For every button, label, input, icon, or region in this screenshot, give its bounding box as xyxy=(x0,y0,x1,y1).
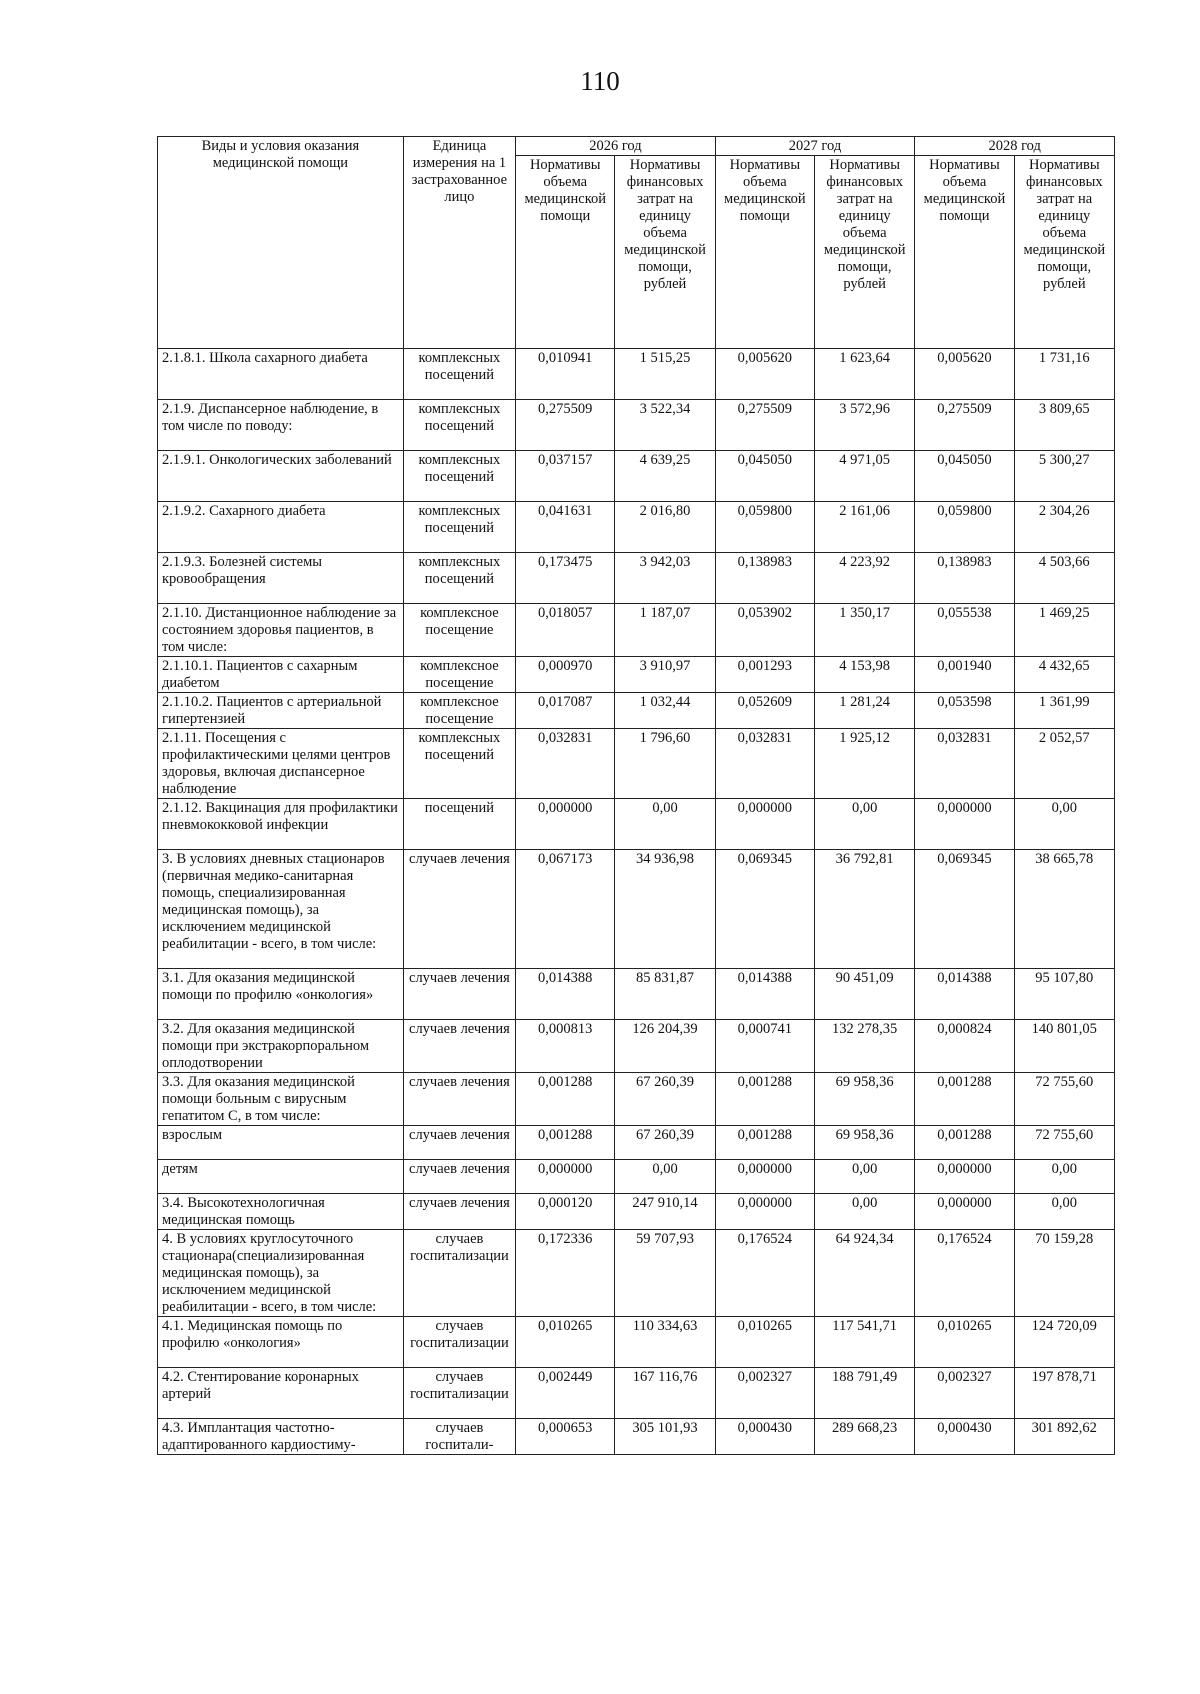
cell-volume-2028: 0,010265 xyxy=(915,1317,1014,1368)
table-row xyxy=(158,1073,1115,1126)
header-volume-2026: Нормативы объема медицинской помощи xyxy=(516,156,615,349)
cell-finance-2026: 34 936,98 xyxy=(615,850,715,969)
row-unit: случаев госпитали- xyxy=(403,1419,515,1455)
cell-finance-2026: 126 204,39 xyxy=(615,1020,715,1073)
table-row xyxy=(158,1419,1115,1455)
cell-finance-2027: 36 792,81 xyxy=(815,850,915,969)
cell-volume-2027: 0,010265 xyxy=(715,1317,814,1368)
cell-volume-2028: 0,000824 xyxy=(915,1020,1014,1073)
header-finance-2028: Нормативы финансовых затрат на единицу объема медицинской помощи, рублей xyxy=(1014,156,1114,349)
header-finance-2026: Нормативы финансовых затрат на единицу объема медицинской помощи, рублей xyxy=(615,156,715,349)
row-name: 2.1.9.3. Болезней системы кровообращения xyxy=(158,553,404,604)
cell-volume-2027: 0,001288 xyxy=(715,1073,814,1126)
table-row xyxy=(158,1194,1115,1230)
row-unit: комплексных посещений xyxy=(403,553,515,604)
cell-finance-2027: 3 572,96 xyxy=(815,400,915,451)
table-row xyxy=(158,400,1115,451)
row-unit: случаев лечения xyxy=(403,969,515,1020)
table-row xyxy=(158,657,1115,693)
cell-volume-2026: 0,000120 xyxy=(516,1194,615,1230)
cell-finance-2028: 2 304,26 xyxy=(1014,502,1114,553)
cell-volume-2027: 0,059800 xyxy=(715,502,814,553)
cell-finance-2027: 188 791,49 xyxy=(815,1368,915,1419)
cell-finance-2028: 4 432,65 xyxy=(1014,657,1114,693)
cell-volume-2026: 0,000813 xyxy=(516,1020,615,1073)
header-year-2026: 2026 год xyxy=(516,137,716,156)
header-year-2027: 2027 год xyxy=(715,137,915,156)
cell-volume-2027: 0,000000 xyxy=(715,799,814,850)
cell-finance-2027: 1 623,64 xyxy=(815,349,915,400)
cell-volume-2028: 0,000000 xyxy=(915,1160,1014,1194)
cell-finance-2026: 3 910,97 xyxy=(615,657,715,693)
cell-finance-2026: 3 522,34 xyxy=(615,400,715,451)
cell-volume-2027: 0,000741 xyxy=(715,1020,814,1073)
cell-finance-2027: 132 278,35 xyxy=(815,1020,915,1073)
cell-finance-2027: 117 541,71 xyxy=(815,1317,915,1368)
cell-volume-2028: 0,053598 xyxy=(915,693,1014,729)
cell-volume-2027: 0,176524 xyxy=(715,1230,814,1317)
cell-volume-2028: 0,059800 xyxy=(915,502,1014,553)
cell-volume-2027: 0,001293 xyxy=(715,657,814,693)
cell-finance-2027: 2 161,06 xyxy=(815,502,915,553)
row-unit: случаев госпитализации xyxy=(403,1317,515,1368)
header-kinds: Виды и условия оказания медицинской помощи xyxy=(158,137,404,349)
cell-volume-2027: 0,000000 xyxy=(715,1160,814,1194)
header-row-years xyxy=(158,137,1115,156)
row-name: 2.1.9. Диспансерное наблюдение, в том числе по поводу: xyxy=(158,400,404,451)
row-name: 2.1.11. Посещения с профилактическими целями центров здоровья, включая диспансерное наблюдение xyxy=(158,729,404,799)
cell-finance-2028: 5 300,27 xyxy=(1014,451,1114,502)
table-row xyxy=(158,693,1115,729)
cell-volume-2026: 0,037157 xyxy=(516,451,615,502)
row-unit: комплексных посещений xyxy=(403,451,515,502)
row-unit: комплексных посещений xyxy=(403,502,515,553)
cell-volume-2027: 0,001288 xyxy=(715,1126,814,1160)
cell-finance-2026: 110 334,63 xyxy=(615,1317,715,1368)
row-unit: посещений xyxy=(403,799,515,850)
cell-volume-2026: 0,002449 xyxy=(516,1368,615,1419)
cell-volume-2026: 0,018057 xyxy=(516,604,615,657)
cell-finance-2027: 0,00 xyxy=(815,799,915,850)
cell-finance-2026: 0,00 xyxy=(615,1160,715,1194)
cell-volume-2026: 0,014388 xyxy=(516,969,615,1020)
table-row xyxy=(158,349,1115,400)
table-row xyxy=(158,799,1115,850)
cell-volume-2026: 0,000970 xyxy=(516,657,615,693)
cell-volume-2026: 0,067173 xyxy=(516,850,615,969)
cell-finance-2027: 0,00 xyxy=(815,1194,915,1230)
cell-volume-2028: 0,000000 xyxy=(915,1194,1014,1230)
cell-volume-2027: 0,000000 xyxy=(715,1194,814,1230)
cell-volume-2027: 0,069345 xyxy=(715,850,814,969)
cell-finance-2028: 70 159,28 xyxy=(1014,1230,1114,1317)
row-name: 3.1. Для оказания медицинской помощи по профилю «онкология» xyxy=(158,969,404,1020)
cell-volume-2026: 0,010941 xyxy=(516,349,615,400)
cell-volume-2028: 0,000000 xyxy=(915,799,1014,850)
cell-volume-2028: 0,275509 xyxy=(915,400,1014,451)
table-row xyxy=(158,1160,1115,1194)
cell-volume-2028: 0,014388 xyxy=(915,969,1014,1020)
row-unit: комплексное посещение xyxy=(403,657,515,693)
row-name: 3. В условиях дневных стационаров (первичная медико-санитарная помощь, специализированная медицинская помощь), за исключением медицинской реабилитации - всего, в том числе: xyxy=(158,850,404,969)
cell-volume-2028: 0,001288 xyxy=(915,1126,1014,1160)
cell-volume-2028: 0,000430 xyxy=(915,1419,1014,1455)
cell-finance-2028: 72 755,60 xyxy=(1014,1126,1114,1160)
cell-finance-2026: 167 116,76 xyxy=(615,1368,715,1419)
row-unit: случаев лечения xyxy=(403,850,515,969)
cell-volume-2028: 0,001288 xyxy=(915,1073,1014,1126)
cell-volume-2027: 0,002327 xyxy=(715,1368,814,1419)
row-name: 4. В условиях круглосуточного стационара(специализированная медицинская помощь), за исключением медицинской реабилитации - всего, в том числе: xyxy=(158,1230,404,1317)
row-name: 4.3. Имплантация частотно-адаптированного кардиостиму- xyxy=(158,1419,404,1455)
table-row xyxy=(158,1126,1115,1160)
cell-finance-2028: 4 503,66 xyxy=(1014,553,1114,604)
row-name: 3.3. Для оказания медицинской помощи больным с вирусным гепатитом С, в том числе: xyxy=(158,1073,404,1126)
cell-finance-2026: 1 796,60 xyxy=(615,729,715,799)
table-row xyxy=(158,850,1115,969)
table-row xyxy=(158,729,1115,799)
cell-volume-2026: 0,001288 xyxy=(516,1126,615,1160)
cell-finance-2028: 1 731,16 xyxy=(1014,349,1114,400)
cell-volume-2026: 0,275509 xyxy=(516,400,615,451)
cell-volume-2026: 0,001288 xyxy=(516,1073,615,1126)
row-name: взрослым xyxy=(158,1126,404,1160)
table-row xyxy=(158,1317,1115,1368)
row-unit: случаев лечения xyxy=(403,1126,515,1160)
cell-finance-2027: 4 223,92 xyxy=(815,553,915,604)
cell-volume-2027: 0,275509 xyxy=(715,400,814,451)
row-name: 2.1.9.1. Онкологических заболеваний xyxy=(158,451,404,502)
cell-finance-2026: 59 707,93 xyxy=(615,1230,715,1317)
cell-finance-2026: 1 515,25 xyxy=(615,349,715,400)
cell-finance-2028: 38 665,78 xyxy=(1014,850,1114,969)
norms-table xyxy=(157,136,1115,1455)
table-row xyxy=(158,451,1115,502)
cell-finance-2027: 64 924,34 xyxy=(815,1230,915,1317)
header-unit: Единица измерения на 1 застрахованное лицо xyxy=(403,137,515,349)
row-unit: случаев лечения xyxy=(403,1073,515,1126)
row-unit: случаев лечения xyxy=(403,1194,515,1230)
header-year-2028: 2028 год xyxy=(915,137,1115,156)
row-unit: случаев госпитализации xyxy=(403,1368,515,1419)
row-unit: комплексное посещение xyxy=(403,604,515,657)
row-name: 2.1.12. Вакцинация для профилактики пневмококковой инфекции xyxy=(158,799,404,850)
cell-volume-2026: 0,010265 xyxy=(516,1317,615,1368)
cell-finance-2028: 0,00 xyxy=(1014,1160,1114,1194)
row-name: 2.1.8.1. Школа сахарного диабета xyxy=(158,349,404,400)
row-name: детям xyxy=(158,1160,404,1194)
table-row xyxy=(158,553,1115,604)
cell-volume-2028: 0,045050 xyxy=(915,451,1014,502)
cell-finance-2026: 2 016,80 xyxy=(615,502,715,553)
cell-finance-2028: 3 809,65 xyxy=(1014,400,1114,451)
cell-volume-2026: 0,173475 xyxy=(516,553,615,604)
cell-finance-2027: 4 153,98 xyxy=(815,657,915,693)
cell-volume-2027: 0,014388 xyxy=(715,969,814,1020)
row-name: 4.2. Стентирование коронарных артерий xyxy=(158,1368,404,1419)
row-name: 2.1.9.2. Сахарного диабета xyxy=(158,502,404,553)
cell-volume-2026: 0,000000 xyxy=(516,1160,615,1194)
cell-finance-2027: 289 668,23 xyxy=(815,1419,915,1455)
cell-finance-2028: 0,00 xyxy=(1014,799,1114,850)
cell-volume-2027: 0,000430 xyxy=(715,1419,814,1455)
row-unit: случаев лечения xyxy=(403,1020,515,1073)
cell-finance-2028: 301 892,62 xyxy=(1014,1419,1114,1455)
cell-volume-2028: 0,138983 xyxy=(915,553,1014,604)
table-row xyxy=(158,502,1115,553)
cell-finance-2027: 1 281,24 xyxy=(815,693,915,729)
cell-volume-2028: 0,176524 xyxy=(915,1230,1014,1317)
row-name: 2.1.10. Дистанционное наблюдение за состоянием здоровья пациентов, в том числе: xyxy=(158,604,404,657)
cell-volume-2027: 0,052609 xyxy=(715,693,814,729)
cell-volume-2028: 0,001940 xyxy=(915,657,1014,693)
cell-finance-2027: 0,00 xyxy=(815,1160,915,1194)
row-unit: комплексных посещений xyxy=(403,349,515,400)
cell-volume-2028: 0,005620 xyxy=(915,349,1014,400)
header-volume-2027: Нормативы объема медицинской помощи xyxy=(715,156,814,349)
cell-volume-2027: 0,138983 xyxy=(715,553,814,604)
cell-finance-2028: 1 361,99 xyxy=(1014,693,1114,729)
header-finance-2027: Нормативы финансовых затрат на единицу объема медицинской помощи, рублей xyxy=(815,156,915,349)
cell-finance-2028: 140 801,05 xyxy=(1014,1020,1114,1073)
cell-finance-2027: 1 350,17 xyxy=(815,604,915,657)
cell-finance-2026: 3 942,03 xyxy=(615,553,715,604)
cell-volume-2026: 0,000000 xyxy=(516,799,615,850)
cell-finance-2028: 1 469,25 xyxy=(1014,604,1114,657)
cell-finance-2027: 90 451,09 xyxy=(815,969,915,1020)
row-unit: комплексное посещение xyxy=(403,693,515,729)
cell-finance-2028: 197 878,71 xyxy=(1014,1368,1114,1419)
cell-volume-2026: 0,041631 xyxy=(516,502,615,553)
row-unit: случаев госпитализации xyxy=(403,1230,515,1317)
cell-finance-2026: 305 101,93 xyxy=(615,1419,715,1455)
cell-finance-2028: 72 755,60 xyxy=(1014,1073,1114,1126)
cell-volume-2027: 0,032831 xyxy=(715,729,814,799)
cell-finance-2028: 124 720,09 xyxy=(1014,1317,1114,1368)
cell-finance-2026: 67 260,39 xyxy=(615,1073,715,1126)
cell-finance-2028: 2 052,57 xyxy=(1014,729,1114,799)
row-name: 4.1. Медицинская помощь по профилю «онкология» xyxy=(158,1317,404,1368)
row-unit: комплексных посещений xyxy=(403,400,515,451)
cell-finance-2026: 67 260,39 xyxy=(615,1126,715,1160)
cell-finance-2028: 0,00 xyxy=(1014,1194,1114,1230)
cell-volume-2026: 0,017087 xyxy=(516,693,615,729)
cell-finance-2026: 1 032,44 xyxy=(615,693,715,729)
table-row xyxy=(158,1368,1115,1419)
row-unit: комплексных посещений xyxy=(403,729,515,799)
header-volume-2028: Нормативы объема медицинской помощи xyxy=(915,156,1014,349)
cell-finance-2027: 69 958,36 xyxy=(815,1073,915,1126)
page-number: 110 xyxy=(580,66,620,96)
cell-volume-2028: 0,032831 xyxy=(915,729,1014,799)
row-unit: случаев лечения xyxy=(403,1160,515,1194)
cell-finance-2026: 1 187,07 xyxy=(615,604,715,657)
row-name: 3.2. Для оказания медицинской помощи при экстракорпоральном оплодотворении xyxy=(158,1020,404,1073)
cell-finance-2026: 4 639,25 xyxy=(615,451,715,502)
cell-finance-2026: 85 831,87 xyxy=(615,969,715,1020)
cell-volume-2027: 0,005620 xyxy=(715,349,814,400)
cell-finance-2027: 1 925,12 xyxy=(815,729,915,799)
cell-finance-2028: 95 107,80 xyxy=(1014,969,1114,1020)
cell-volume-2027: 0,045050 xyxy=(715,451,814,502)
cell-finance-2027: 4 971,05 xyxy=(815,451,915,502)
cell-volume-2026: 0,172336 xyxy=(516,1230,615,1317)
row-name: 3.4. Высокотехнологичная медицинская помощь xyxy=(158,1194,404,1230)
table-row xyxy=(158,1020,1115,1073)
table-row xyxy=(158,604,1115,657)
table-row xyxy=(158,969,1115,1020)
table-body xyxy=(158,349,1115,1455)
cell-finance-2026: 0,00 xyxy=(615,799,715,850)
table-row xyxy=(158,1230,1115,1317)
cell-volume-2027: 0,053902 xyxy=(715,604,814,657)
cell-finance-2027: 69 958,36 xyxy=(815,1126,915,1160)
row-name: 2.1.10.1. Пациентов с сахарным диабетом xyxy=(158,657,404,693)
row-name: 2.1.10.2. Пациентов с артериальной гипертензией xyxy=(158,693,404,729)
cell-volume-2028: 0,069345 xyxy=(915,850,1014,969)
cell-volume-2026: 0,000653 xyxy=(516,1419,615,1455)
cell-volume-2028: 0,002327 xyxy=(915,1368,1014,1419)
cell-volume-2028: 0,055538 xyxy=(915,604,1014,657)
cell-volume-2026: 0,032831 xyxy=(516,729,615,799)
cell-finance-2026: 247 910,14 xyxy=(615,1194,715,1230)
